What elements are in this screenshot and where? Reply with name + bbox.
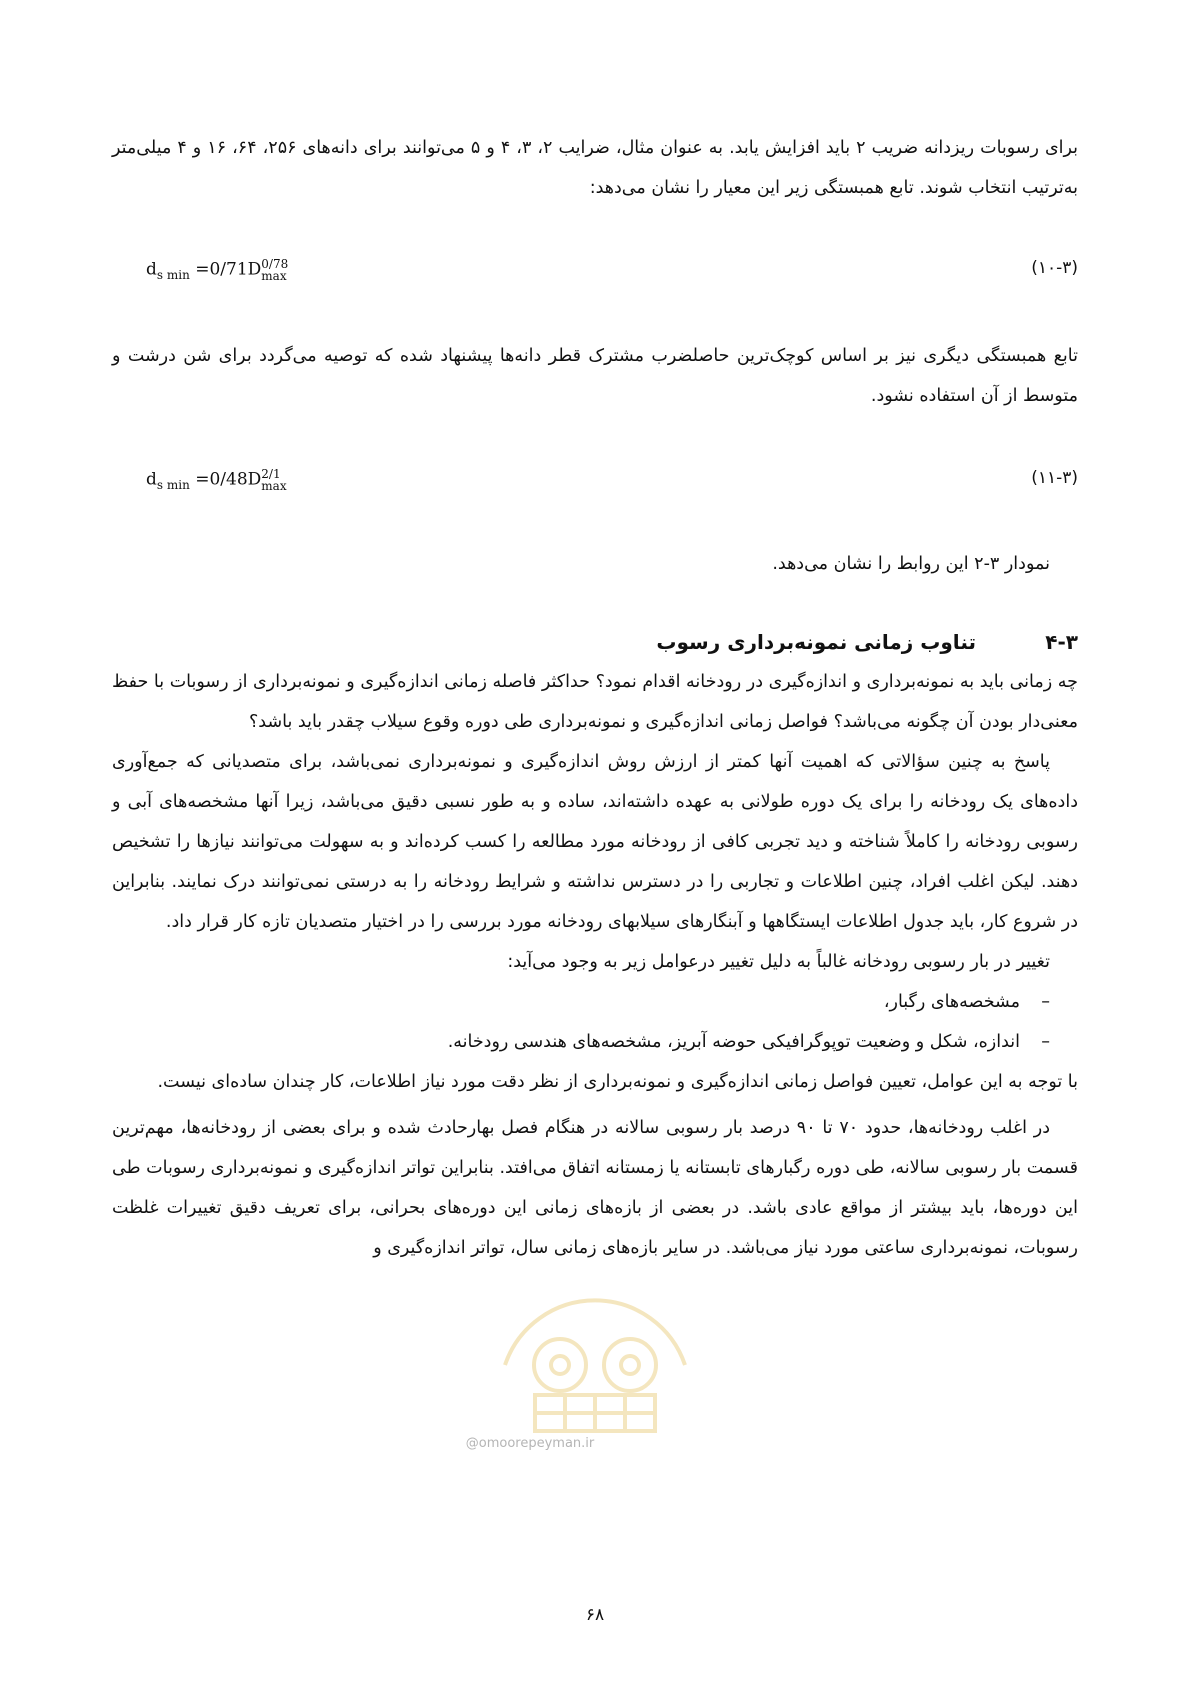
equation-number: (۱۱-۳) [1031, 468, 1078, 488]
section-title: تناوب زمانی نمونه‌برداری رسوب [656, 630, 976, 654]
page-number: ۶۸ [585, 1605, 605, 1625]
paragraph-chart-reference: نمودار ۳-۲ این روابط را نشان می‌دهد. [772, 554, 1050, 574]
equation-formula: $d_{s min} =0/48D$ 2/1 max [146, 467, 287, 493]
paragraph-correlation: تابع همبستگی دیگری نیز بر اساس کوچک‌ترین حاصلضرب مشترک قطر دانه‌ها پیشنهاد شده که توصیه می‌گردد برای شن درشت و متوسط از آن استفاده نشود. [112, 346, 1078, 406]
watermark-text: @omoorepeyman.ir [465, 1436, 595, 1451]
paragraph-answer: پاسخ به چنین سؤالاتی که اهمیت آنها کمتر از ارزش روش اندازه‌گیری و نمونه‌برداری نمی‌باشد، برای متصدیانی که جمع‌آوری داده‌های یک رودخانه را برای یک دوره طولانی به عهده داشته‌اند، ساده و به طور نسبی دقیق می‌باشد، زیرا آنها مشخصه‌های آبی و رسوبی رودخانه را کاملاً شناخته و دید تجربی کافی از رودخانه مورد مطالعه را کسب کرده‌اند و به سهولت می‌توانند نیازها را تشخیص دهند. لیکن اغلب افراد، چنین اطلاعات و تجاربی را در دسترس نداشته و شرایط رودخانه را به درستی نمی‌توانند درک نمایند. بنابراین در شروع کار، باید جدول اطلاعات ایستگاهها و آبنگارهای سیلابهای رودخانه مورد بررسی را در اختیار متصدیان تازه کار قرار داد. [112, 752, 1078, 932]
equation-formula: $d_{s min} =0/71D$ 0/78 max [146, 257, 289, 283]
bullet-text: اندازه، شکل و وضعیت توپوگرافیکی حوضه آبریز، مشخصه‌های هندسی رودخانه. [447, 1032, 1020, 1052]
bullet-item [112, 1022, 1078, 1062]
bullet-dash: – [1041, 992, 1050, 1012]
bullet-dash: – [1041, 1032, 1050, 1052]
bullet-text: مشخصه‌های رگبار، [883, 992, 1020, 1012]
paragraph-intro: برای رسوبات ریزدانه ضریب ۲ باید افزایش یابد. به عنوان مثال، ضرایب ۲، ۳، ۴ و ۵ می‌توانند برای دانه‌های ۲۵۶، ۶۴، ۱۶ و ۴ میلی‌متر به‌ترتیب انتخاب شوند. تابع همبستگی زیر این معیار را نشان می‌دهد: [112, 138, 1079, 198]
section-heading [112, 622, 1078, 662]
paragraph-factors-intro: تغییر در بار رسوبی رودخانه غالباً به دلیل تغییر درعوامل زیر به وجود می‌آید: [507, 952, 1050, 972]
section-number: ۴-۳ [1045, 630, 1078, 654]
bullet-item [112, 982, 1078, 1022]
paragraph-conclusion: با توجه به این عوامل، تعیین فواصل زمانی اندازه‌گیری و نمونه‌برداری از نظر دقت مورد نیاز اطلاعات، کار چندان ساده‌ای نیست. [157, 1072, 1078, 1092]
document-page [112, 128, 1078, 1268]
equation-3-10 [112, 252, 1078, 292]
equation-3-11 [112, 462, 1078, 502]
equation-number: (۱۰-۳) [1031, 258, 1078, 278]
paragraph-seasonal: در اغلب رودخانه‌ها، حدود ۷۰ تا ۹۰ درصد بار رسوبی سالانه در هنگام فصل بهارحادث شده و برای بعضی از رودخانه‌ها، مهم‌ترین قسمت بار رسوبی سالانه، طی دوره رگبارهای تابستانه یا زمستانه اتفاق می‌افتد. بنابراین تواتر اندازه‌گیری و نمونه‌برداری رسوبات طی این دوره‌ها، باید بیشتر از مواقع عادی باشد. در بعضی از بازه‌های زمانی این دوره‌های بحرانی، برای تعریف دقیق تغییرات غلظت رسوبات، نمونه‌برداری ساعتی مورد نیاز می‌باشد. در سایر بازه‌های زمانی سال، تواتر اندازه‌گیری و [112, 1118, 1078, 1258]
paragraph-questions: چه زمانی باید به نمونه‌برداری و اندازه‌گیری در رودخانه اقدام نمود؟ حداکثر فاصله زمانی اندازه‌گیری و نمونه‌برداری از رسوبات با حفظ معنی‌دار بودن آن چگونه می‌باشد؟ فواصل زمانی اندازه‌گیری و نمونه‌برداری طی دوره وقوع سیلاب چقدر باید باشد؟ [112, 672, 1078, 732]
